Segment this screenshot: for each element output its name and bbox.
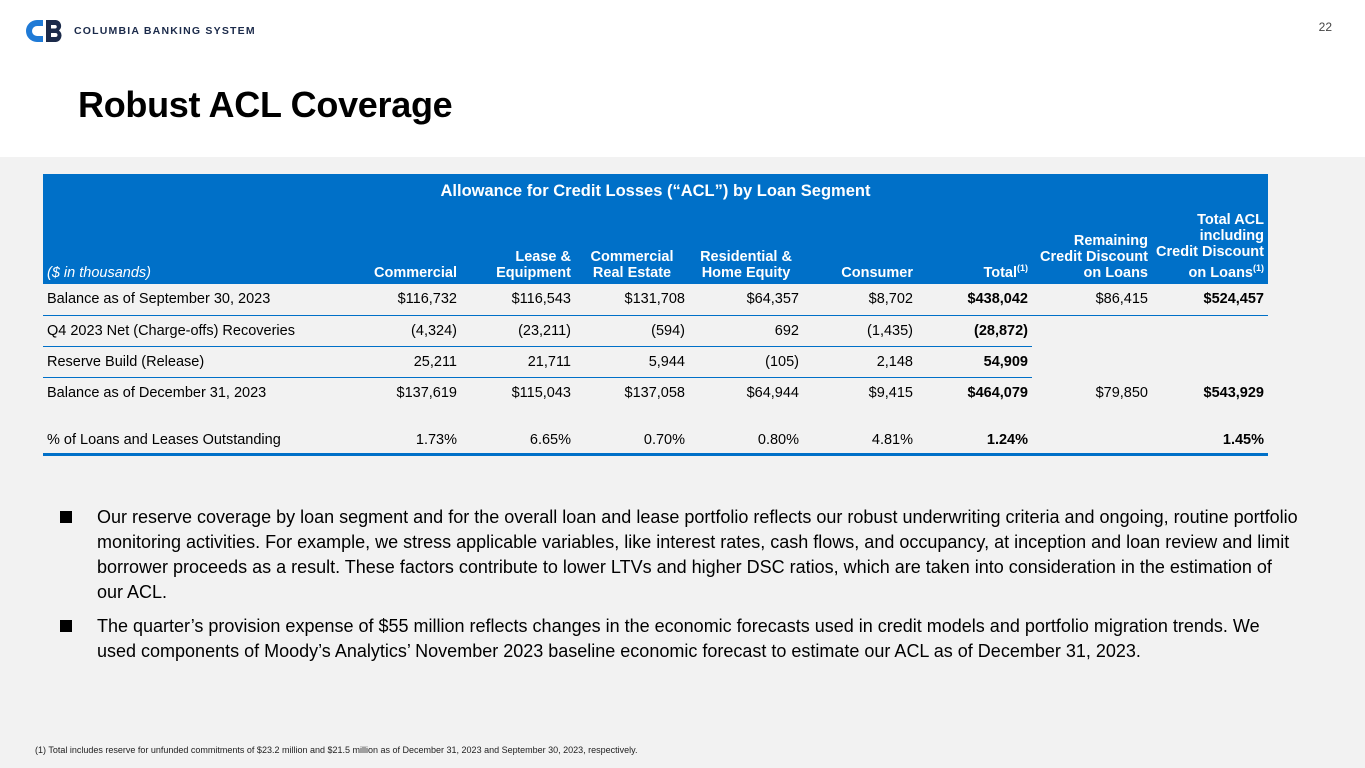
- table-banner-row: [43, 174, 1268, 205]
- column-header: Commercial Real Estate: [575, 205, 689, 284]
- row-label: Reserve Build (Release): [43, 346, 361, 377]
- list-item: [60, 505, 1300, 605]
- table-cell: [1152, 315, 1268, 346]
- table-cell: 54,909: [917, 346, 1032, 377]
- table-cell: 6.65%: [529, 431, 571, 448]
- table-cell: [1152, 346, 1268, 377]
- table-cell: $8,702: [803, 284, 917, 315]
- table-cell: $115,043: [511, 385, 571, 402]
- slide-header: [0, 0, 1365, 157]
- table-cell: $464,079: [967, 385, 1028, 402]
- table-cell: $137,058: [624, 385, 685, 402]
- table-cell: $116,732: [361, 284, 461, 315]
- column-header: Consumer: [803, 205, 917, 284]
- square-bullet-icon: [60, 620, 72, 632]
- table-cell: 25,211: [361, 346, 461, 377]
- table-cell: 1.73%: [415, 431, 457, 448]
- company-logo: [26, 17, 256, 45]
- unit-label: ($ in thousands): [43, 205, 361, 284]
- bullet-list: [60, 505, 1300, 673]
- table-row: [43, 409, 1268, 454]
- table-cell: 1.24%: [986, 431, 1028, 448]
- row-label: % of Loans and Leases Outstanding: [47, 431, 281, 448]
- table-cell: $131,708: [575, 284, 689, 315]
- footnote: (1) Total includes reserve for unfunded commitments of $23.2 million and $21.5 million as of December 31, 2023 and September 30, 2023, respectively.: [35, 745, 638, 755]
- column-header: Total$^{(1)}$: [917, 205, 1032, 284]
- table-row: [43, 346, 1268, 377]
- table-header-row: [43, 205, 1268, 284]
- table-cell: (1,435): [803, 315, 917, 346]
- content-panel: [0, 157, 1365, 768]
- acl-table: [43, 174, 1268, 456]
- column-header: Lease & Equipment: [461, 205, 575, 284]
- table-row: [43, 284, 1268, 315]
- table-cell: $116,543: [461, 284, 575, 315]
- column-header: Commercial: [361, 205, 461, 284]
- table-cell: 0.80%: [757, 431, 799, 448]
- table-cell: (105): [689, 346, 803, 377]
- bullet-text: Our reserve coverage by loan segment and for the overall loan and lease portfolio reflects our robust underwriting criteria and ongoing, routine portfolio monitoring activities. For example, we stress applicable variables, like interest rates, cash flows, and occupancy, at inception and loan review and limit borrower proceeds as a result. These factors contribute to lower LTVs and higher DSC ratios, which are taken into consideration in the estimation of our ACL.: [97, 507, 1298, 602]
- table-cell: [1032, 346, 1152, 377]
- brand-name: COLUMBIA BANKING SYSTEM: [74, 25, 256, 37]
- table-cell: $543,929: [1203, 385, 1264, 401]
- table-cell: $137,619: [396, 385, 457, 402]
- bullet-text: The quarter’s provision expense of $55 million reflects changes in the economic forecasts used in credit models and portfolio migration trends. We used components of Moody’s Analytics’ November 2023 baseline economic forecast to estimate our ACL as of December 31, 2023.: [97, 616, 1260, 661]
- table-cell: $524,457: [1152, 284, 1268, 315]
- table-cell: [1032, 315, 1152, 346]
- table-cell: (23,211): [461, 315, 575, 346]
- table-row: [43, 315, 1268, 346]
- table-cell: $64,357: [689, 284, 803, 315]
- table-cell: (28,872): [917, 315, 1032, 346]
- page-number: 22: [1318, 20, 1332, 34]
- table-cell: 1.45%: [1222, 431, 1264, 448]
- square-bullet-icon: [60, 511, 72, 523]
- row-label: Q4 2023 Net (Charge-offs) Recoveries: [43, 315, 361, 346]
- table-cell: $9,415: [868, 385, 913, 402]
- table-cell: [1032, 409, 1152, 454]
- column-header: Residential & Home Equity: [689, 205, 803, 284]
- table-cell: $438,042: [917, 284, 1032, 315]
- row-label: Balance as of December 31, 2023: [47, 385, 267, 402]
- table-cell: 4.81%: [871, 431, 913, 448]
- table-cell: 21,711: [461, 346, 575, 377]
- table-cell: $86,415: [1032, 284, 1152, 315]
- table-cell: (594): [575, 315, 689, 346]
- table-cell: $79,850: [1095, 385, 1148, 401]
- table-caption: Allowance for Credit Losses (“ACL”) by Loan Segment: [43, 174, 1268, 205]
- row-label: Balance as of September 30, 2023: [43, 284, 361, 315]
- table-cell: (4,324): [361, 315, 461, 346]
- column-header: Remaining Credit Discount on Loans: [1032, 205, 1152, 284]
- column-header: Total ACL including Credit Discount on Loans$^{(1)}$: [1152, 205, 1268, 284]
- table-cell: 0.70%: [643, 431, 685, 448]
- table-cell: 2,148: [803, 346, 917, 377]
- cb-logo-icon: [26, 17, 66, 45]
- table-row: [43, 377, 1268, 409]
- table-cell: 692: [689, 315, 803, 346]
- list-item: [60, 614, 1300, 664]
- table-cell: $64,944: [746, 385, 799, 402]
- table-cell: 5,944: [575, 346, 689, 377]
- page-title: Robust ACL Coverage: [78, 84, 453, 125]
